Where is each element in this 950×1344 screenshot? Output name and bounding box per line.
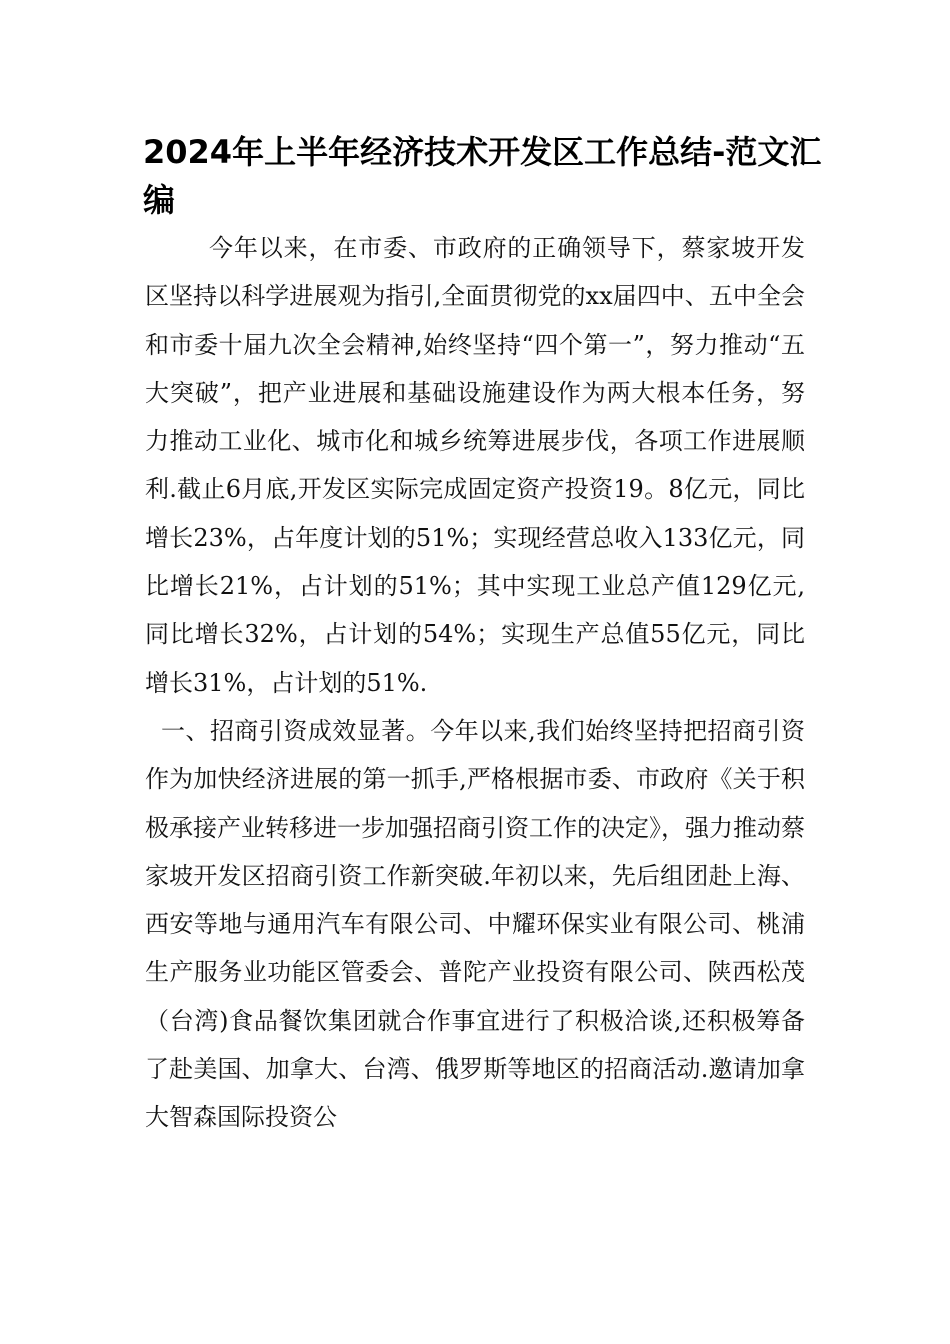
- document-title: 2024年上半年经济技术开发区工作总结-范文汇编: [143, 133, 822, 219]
- paragraph-intro: 今年以来，在市委、市政府的正确领导下，蔡家坡开发区坚持以科学进展观为指引,全面贯彻党的xx届四中、五中全会和市委十届九次全会精神,始终坚持“四个第一”，努力推动“五大突破”，把产业进展和基础设施建设作为两大根本任务，努力推动工业化、城市化和城乡统筹进展步伐，各项工作进展顺利.截止6月底,开发区实际完成固定资产投资19。8亿元，同比增长23%，占年度计划的51%；实现经营总收入133亿元，同比增长21%，占计划的51%；其中实现工业总产值129亿元,同比增长32%，占计划的54%；实现生产总值55亿元，同比增长31%，占计划的51%.: [145, 234, 805, 697]
- paragraph-investment: 一、招商引资成效显著。今年以来,我们始终坚持把招商引资作为加快经济进展的第一抓手,严格根据市委、市政府《关于积极承接产业转移进一步加强招商引资工作的决定》，强力推动蔡家坡开发区招商引资工作新突破.年初以来，先后组团赴上海、西安等地与通用汽车有限公司、中耀环保实业有限公司、桃浦生产服务业功能区管委会、普陀产业投资有限公司、陕西松茂（台湾)食品餐饮集团就合作事宜进行了积极洽谈,还积极筹备了赴美国、加拿大、台湾、俄罗斯等地区的招商活动.邀请加拿大智森国际投资公: [145, 716, 805, 1132]
- document-body: [145, 224, 805, 1142]
